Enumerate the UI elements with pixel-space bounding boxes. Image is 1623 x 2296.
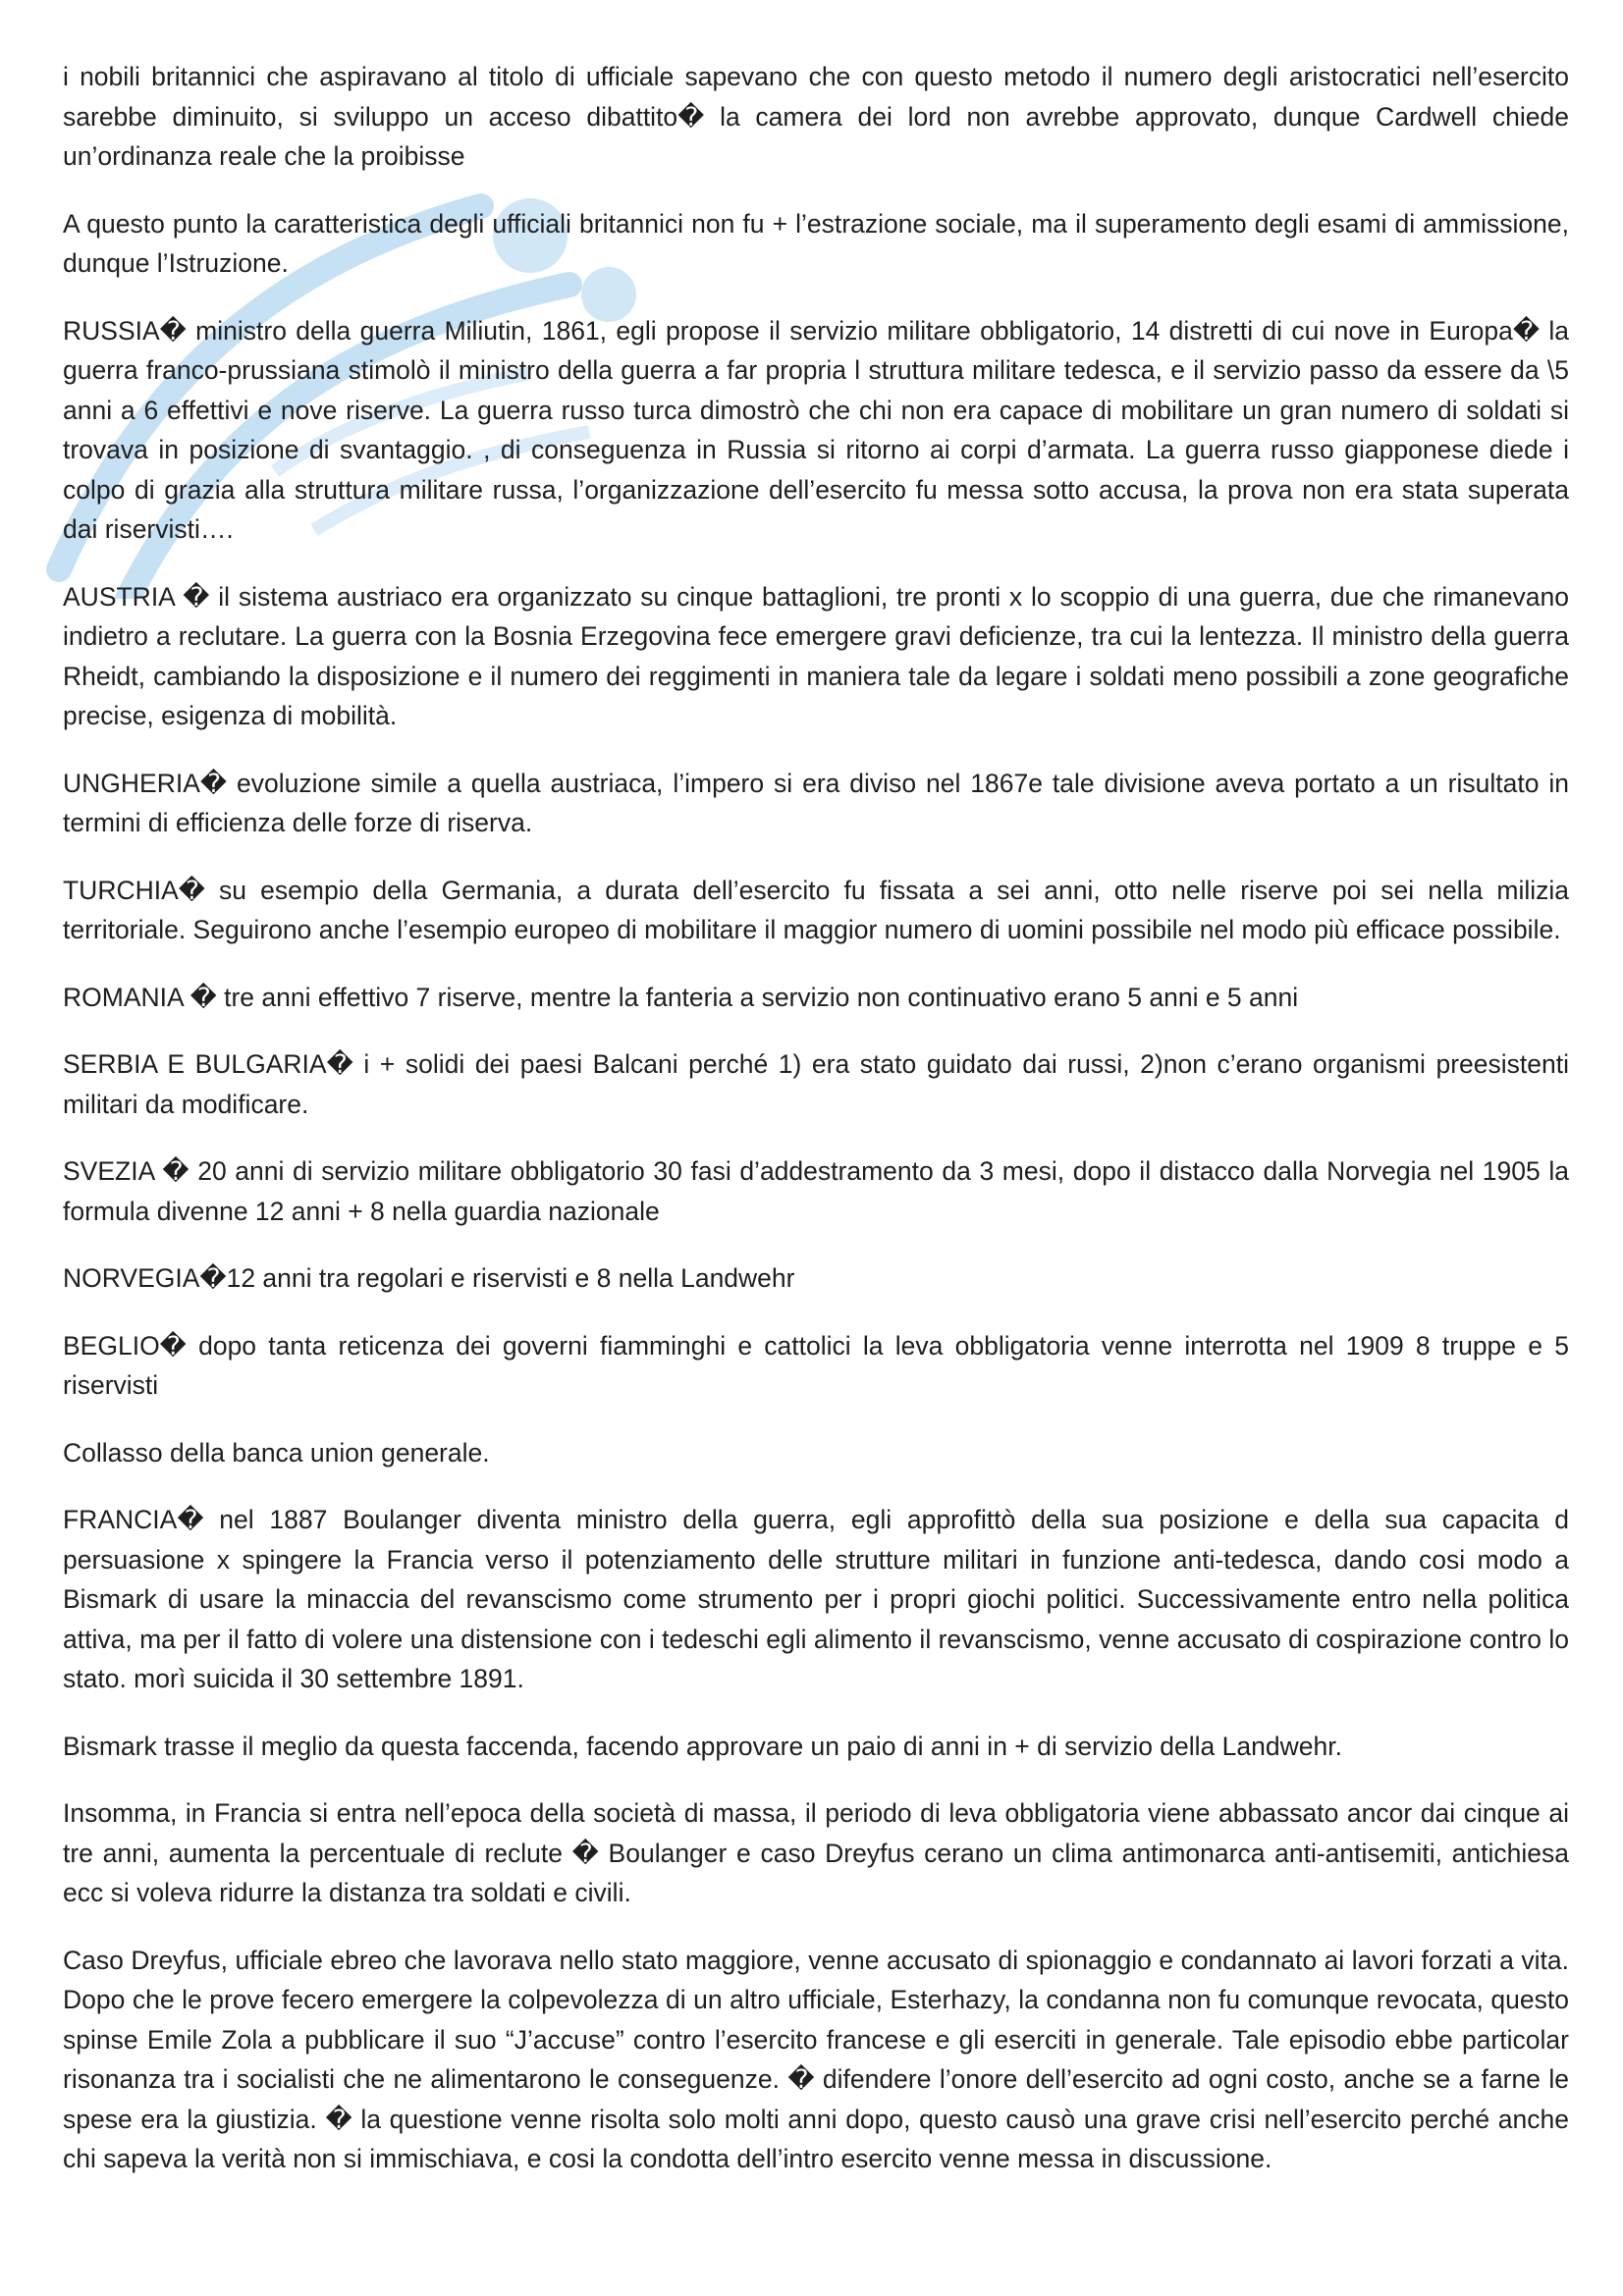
paragraph-austria: AUSTRIA � il sistema austriaco era organizzato su cinque battaglioni, tre pronti x lo scoppio di una guerra, due che rimanevano indietro a reclutare. La guerra con la Bosnia Erzegovina fece emergere gravi deficienze, tra cui la lentezza. Il ministro della guerra Rheidt, cambiando la disposizione e il numero dei reggimenti in maniera tale da legare i soldati meno possibili a zone geografiche precise, esigenza di mobilità. (63, 581, 1569, 730)
paragraph-serbia-bulgaria: SERBIA E BULGARIA� i + solidi dei paesi Balcani perché 1) era stato guidato dai russi, 2)non c’erano organismi preesistenti militari da modificare. (63, 1049, 1569, 1119)
paragraph-sweden: SVEZIA � 20 anni di servizio militare obbligatorio 30 fasi d’addestramento da 3 mesi, dopo il distacco dalla Norvegia nel 1905 la formula divenne 12 anni + 8 nella guardia nazionale (63, 1156, 1569, 1226)
paragraph-mass-society: Insomma, in Francia si entra nell’epoca della società di massa, il periodo di leva obbligatoria viene abbassato ancor dai cinque ai tre anni, aumenta la percentuale di reclute � Boulanger e caso Dreyfus cerano un clima antimonarca anti-antisemiti, antichiesa ecc si voleva ridurre la distanza tra soldati e civili. (63, 1798, 1569, 1907)
paragraph-cardwell: i nobili britannici che aspiravano al titolo di ufficiale sapevano che con questo metodo il numero degli aristocratici nell’esercito sarebbe diminuito, si sviluppo un acceso dibattito� la camera dei lord non avrebbe approvato, dunque Cardwell chiede un’ordinanza reale che la proibisse (63, 62, 1569, 171)
paragraph-belgium: BEGLIO� dopo tanta reticenza dei governi fiamminghi e cattolici la leva obbligatoria venne interrotta nel 1909 8 truppe e 5 riservisti (63, 1330, 1569, 1400)
paragraph-british-officers: A questo punto la caratteristica degli ufficiali britannici non fu + l’estrazione sociale, ma il superamento degli esami di ammissione, dunque l’Istruzione. (63, 208, 1569, 278)
paragraph-romania: ROMANIA � tre anni effettivo 7 riserve, mentre la fanteria a servizio non continuativo erano 5 anni e 5 anni (63, 982, 1299, 1012)
paragraph-turkey: TURCHIA� su esempio della Germania, a durata dell’esercito fu fissata a sei anni, otto nelle riserve poi sei nella milizia territoriale. Seguirono anche l’esempio europeo di mobilitare il maggior numero di uomini possibile nel modo più efficace possibile. (63, 875, 1569, 944)
paragraph-norway: NORVEGIA�12 anni tra regolari e riservisti e 8 nella Landwehr (63, 1263, 795, 1293)
paragraph-russia: RUSSIA� ministro della guerra Miliutin, 1861, egli propose il servizio militare obbligatorio, 14 distretti di cui nove in Europa� la guerra franco-prussiana stimolò il ministro della guerra a far propria l struttura militare tedesca, e il servizio passo da essere da \5 anni a 6 effettivi e nove riserve. La guerra russo turca dimostrò che chi non era capace di mobilitare un gran numero di soldati si trovava in posizione di svantaggio. , di conseguenza in Russia si ritorno ai corpi d’armata. La guerra russo giapponese diede i colpo di grazia alla struttura militare russa, l’organizzazione dell’esercito fu messa sotto accusa, la prova non era stata superata dai riservisti…. (63, 315, 1569, 544)
paragraph-dreyfus: Caso Dreyfus, ufficiale ebreo che lavorava nello stato maggiore, venne accusato di spionaggio e condannato ai lavori forzati a vita. Dopo che le prove fecero emergere la colpevolezza di un altro ufficiale, Esterhazy, la condanna non fu comunque revocata, questo spinse Emile Zola a pubblicare il suo “J’accuse” contro l’esercito francese e gli eserciti in generale. Tale episodio ebbe particolar risonanza tra i socialisti che ne alimentarono le conseguenze. � difendere l’onore dell’esercito ad ogni costo, anche se a farne le spese era la giustizia. � la questione venne risolta solo molti anni dopo, questo causò una grave crisi nell’esercito perché anche chi sapeva la verità non si immischiava, e cosi la condotta dell’intro esercito venne messa in discussione. (63, 1945, 1569, 2173)
paragraph-hungary: UNGHERIA� evoluzione simile a quella austriaca, l’impero si era diviso nel 1867e tale divisione aveva portato a un risultato in termini di efficienza delle forze di riserva. (63, 768, 1569, 837)
paragraph-france: FRANCIA� nel 1887 Boulanger diventa ministro della guerra, egli approfittò della sua posizione e della sua capacita d persuasione x spingere la Francia verso il potenziamento delle strutture militari in funzione anti-tedesca, dando cosi modo a Bismark di usare la minaccia del revanscismo come strumento per i propri giochi politici. Successivamente entro nella politica attiva, ma per il fatto di volere una distensione con i tedeschi egli alimento il revanscismo, venne accusato di cospirazione contro lo stato. morì suicida il 30 settembre 1891. (63, 1505, 1569, 1693)
paragraph-bismark: Bismark trasse il meglio da questa faccenda, facendo approvare un paio di anni in + di servizio della Landwehr. (63, 1731, 1342, 1761)
document-body (63, 57, 1569, 2179)
paragraph-bank-collapse: Collasso della banca union generale. (63, 1437, 490, 1468)
